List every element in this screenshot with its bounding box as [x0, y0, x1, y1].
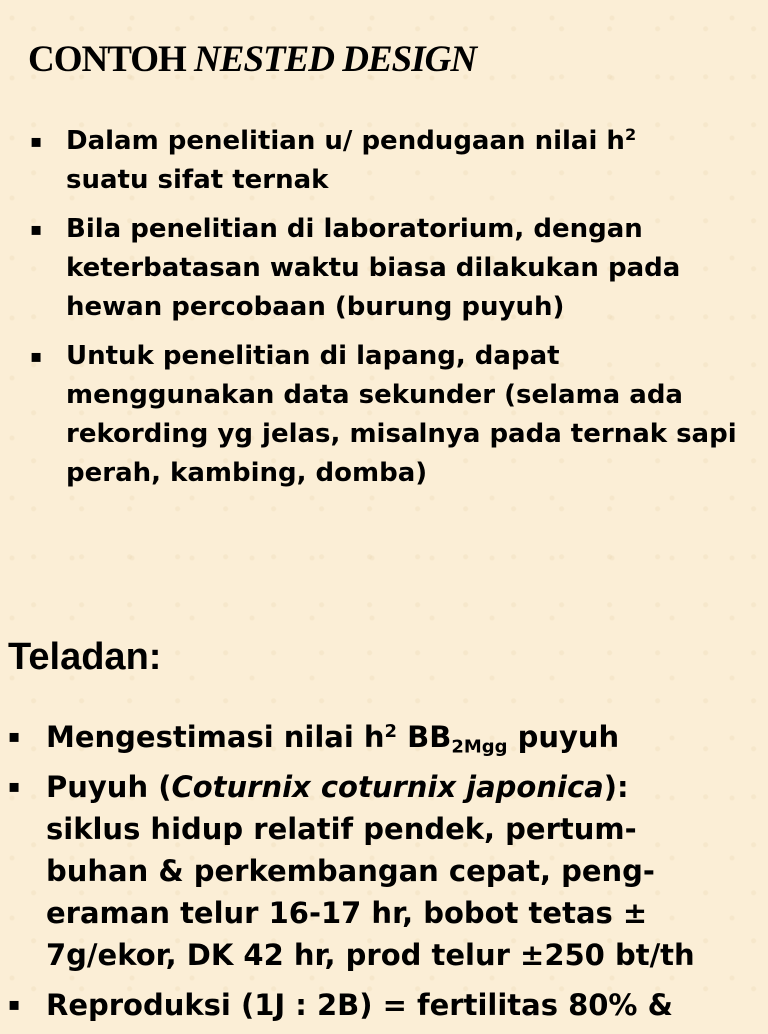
- quail-label: Puyuh (: [46, 770, 172, 804]
- list-item: [30, 122, 760, 200]
- square-bullet-icon: ▪: [30, 346, 43, 367]
- superscript: 2: [384, 721, 398, 743]
- title-normal: CONTOH: [28, 39, 195, 80]
- square-bullet-icon: ▪: [30, 131, 43, 152]
- title-italic: NESTED DESIGN: [194, 39, 477, 80]
- intro-bullet-list: [30, 122, 760, 503]
- estimation-suffix: puyuh: [507, 720, 620, 754]
- species-name: Coturnix coturnix japonica: [171, 770, 604, 804]
- description-line: eraman telur 16-17 hr, bobot tetas ±: [46, 896, 648, 930]
- list-item-continuation: suatu sifat ternak: [66, 165, 329, 195]
- example-bullet-list: [8, 716, 768, 1034]
- quail-label-end: ):: [603, 770, 629, 804]
- description-line: siklus hidup relatif pendek, pertum-: [46, 812, 637, 846]
- list-item: [30, 210, 760, 327]
- square-bullet-icon: ▪: [8, 776, 21, 797]
- list-item: [30, 337, 760, 493]
- list-item: [8, 716, 768, 758]
- page-title: [28, 38, 476, 81]
- list-item-text: Bila penelitian di laboratorium, dengan keterbatasan waktu biasa dilakukan pada hewan percobaan (burung puyuh): [66, 214, 681, 322]
- subscript: 2Mgg: [451, 736, 508, 758]
- list-item: [8, 984, 768, 1026]
- square-bullet-icon: ▪: [8, 726, 21, 747]
- list-item-text: Dalam penelitian u/ pendugaan nilai h: [66, 126, 625, 156]
- estimation-text: Mengestimasi nilai h: [46, 720, 385, 754]
- description-line: buhan & perkembangan cepat, peng-: [46, 854, 655, 888]
- description-line: 7g/ekor, DK 42 hr, prod telur ±250 bt/th: [46, 938, 695, 972]
- quail-species-line: [46, 766, 768, 808]
- square-bullet-icon: ▪: [30, 219, 43, 240]
- reproduction-text: Reproduksi (1J : 2B) = fertilitas 80% &: [46, 988, 673, 1022]
- square-bullet-icon: ▪: [8, 994, 21, 1015]
- example-heading: Teladan:: [8, 636, 162, 678]
- list-item: [8, 766, 768, 976]
- bb-text: BB: [397, 720, 452, 754]
- list-item-text: Untuk penelitian di lapang, dapat menggunakan data sekunder (selama ada rekording yg jelas, misalnya pada ternak sapi perah, kambing, domba): [66, 341, 737, 488]
- superscript: 2: [624, 125, 637, 145]
